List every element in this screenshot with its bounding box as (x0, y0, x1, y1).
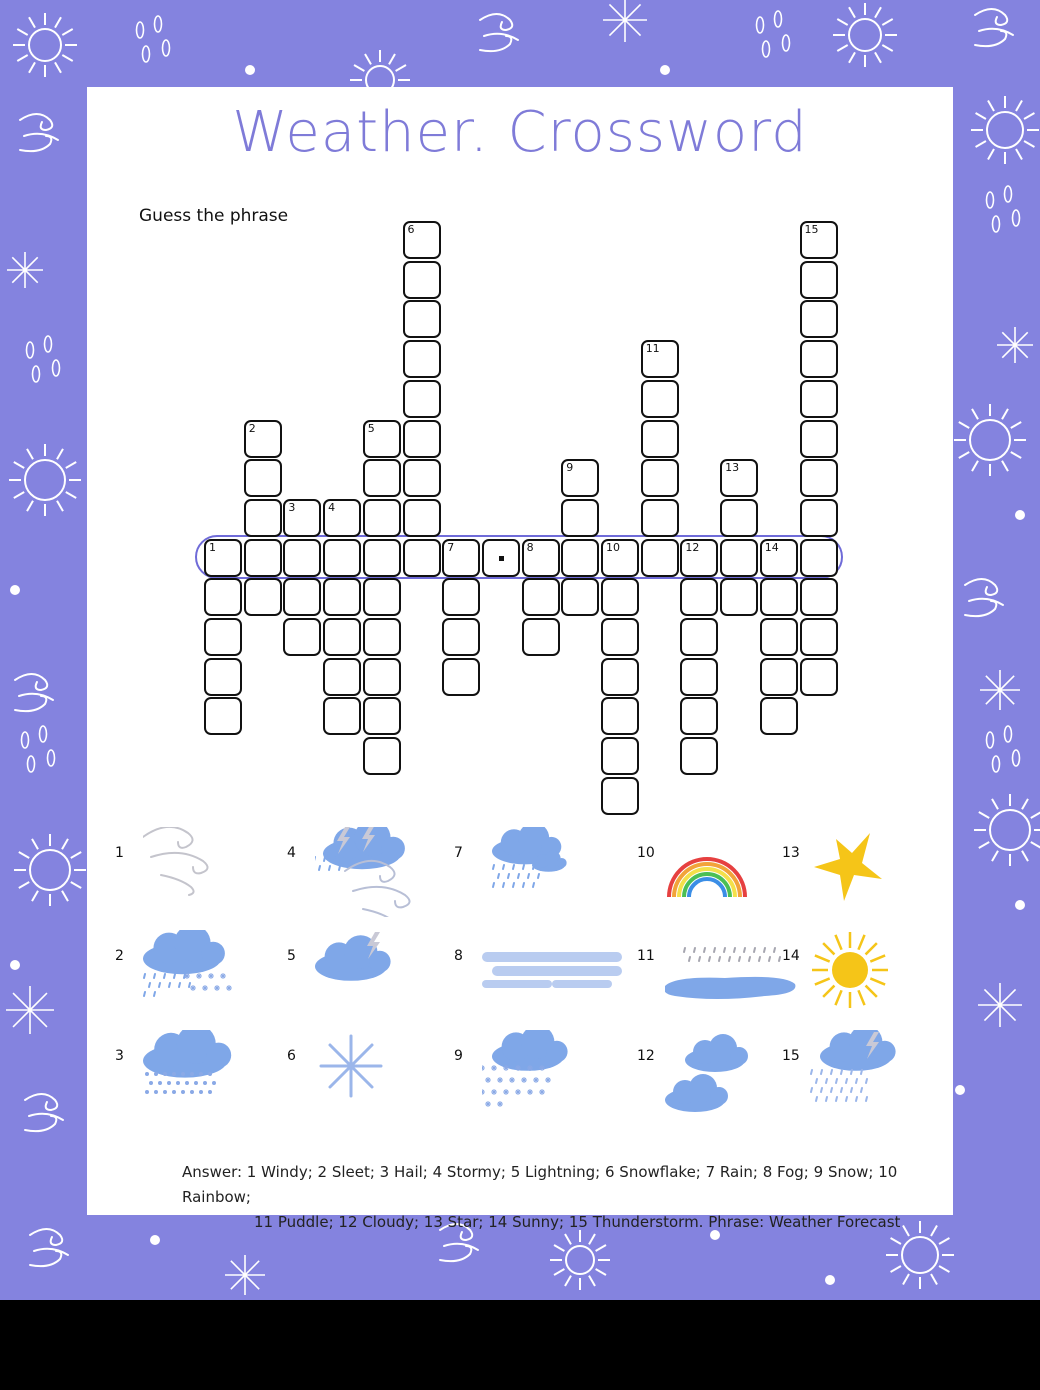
clue-13 (782, 845, 932, 940)
clue-number: 3 (115, 1048, 124, 1064)
clue-3 (115, 1048, 265, 1143)
clue-number: 13 (782, 845, 800, 861)
clue-number: 10 (606, 540, 620, 554)
clue-number: 2 (115, 948, 124, 964)
hail-icon (143, 1030, 288, 1120)
clue-number: 2 (248, 421, 256, 435)
clue-15 (782, 1048, 932, 1143)
clue-number: 9 (454, 1048, 463, 1064)
clue-number: 10 (637, 845, 655, 861)
clue-number: 6 (287, 1048, 296, 1064)
clue-number: 3 (288, 500, 296, 514)
page-title: Weather. Crossword (232, 100, 808, 165)
clue-number: 7 (447, 540, 455, 554)
answer-key (182, 1160, 932, 1235)
clue-4 (287, 845, 437, 940)
clue-number: 4 (287, 845, 296, 861)
clue-number: 11 (637, 948, 655, 964)
clue-1 (115, 845, 265, 940)
clue-number: 14 (764, 540, 779, 554)
clue-number: 1 (115, 845, 124, 861)
clue-number: 12 (637, 1048, 655, 1064)
fog-icon (482, 930, 627, 1020)
clue-number: 4 (328, 500, 336, 514)
windy-icon (143, 827, 288, 917)
clue-7 (454, 845, 604, 940)
clue-number: 15 (804, 223, 819, 236)
clue-number: 9 (566, 461, 574, 475)
star-icon (810, 827, 955, 917)
answer-line-2: 11 Puddle; 12 Cloudy; 13 Star; 14 Sunny; 15 Thunderstorm. Phrase: Weather Forecast (254, 1213, 901, 1231)
clue-number: 7 (454, 845, 463, 861)
clue-11 (637, 948, 787, 1043)
clue-9 (454, 1048, 604, 1143)
sunny-icon (810, 930, 955, 1020)
stormy-icon (315, 827, 460, 917)
answer-line-1: Answer: 1 Windy; 2 Sleet; 3 Hail; 4 Stormy; 5 Lightning; 6 Snowflake; 7 Rain; 8 Fog; 9 Snow; 10 Rainbow; (182, 1163, 898, 1206)
clue-number: 8 (454, 948, 463, 964)
clue-5 (287, 948, 437, 1043)
instruction-text: Guess the phrase (139, 206, 289, 226)
clue-number: 8 (526, 540, 534, 554)
clue-number: 5 (367, 421, 375, 435)
clue-8 (454, 948, 604, 1043)
clue-number: 15 (782, 1048, 800, 1064)
clue-2 (115, 948, 265, 1043)
clue-14 (782, 948, 932, 1043)
snowflake-icon (315, 1030, 460, 1120)
clue-10 (637, 845, 787, 940)
clue-number: 5 (287, 948, 296, 964)
sleet-icon (143, 930, 288, 1020)
clue-number: 14 (782, 948, 800, 964)
clue-number: 1 (209, 540, 216, 554)
bottom-bar (0, 1300, 1040, 1390)
thunderstorm-icon (810, 1030, 955, 1120)
clue-number: 11 (645, 342, 660, 356)
lightning-icon (315, 930, 460, 1020)
clue-number: 13 (725, 461, 740, 475)
clue-number: 12 (685, 540, 700, 554)
rain-icon (482, 827, 627, 917)
snow-icon (482, 1030, 627, 1120)
clue-number: 6 (407, 223, 415, 236)
clue-6 (287, 1048, 437, 1143)
clue-12 (637, 1048, 787, 1143)
